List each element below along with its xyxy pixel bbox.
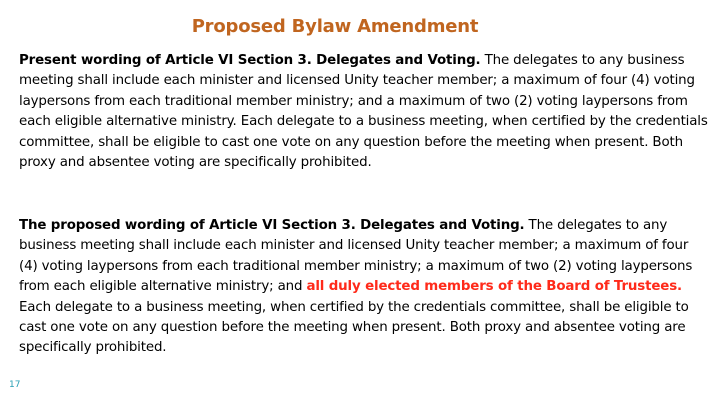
proposed-wording-paragraph [19, 216, 709, 359]
present-wording-body: The delegates to any business meeting shall include each minister and licensed Unity teacher member; a maximum of four (4) voting laypersons from each traditional member ministry; and a maximum of two (2) voting laypersons from each eligible alternative ministry. Each delegate to a business meeting, when certified by the credentials committee, shall be eligible to cast one vote on any question before the meeting when present. Both proxy and absentee voting are specifically prohibited. [19, 53, 708, 171]
proposed-wording-highlight: all duly elected members of the Board of Trustees. [306, 279, 682, 295]
proposed-wording-heading: The proposed wording of Article VI Section 3. Delegates and Voting. [19, 218, 525, 233]
present-wording-heading: Present wording of Article VI Section 3. Delegates and Voting. [19, 53, 481, 68]
proposed-wording-body-end: Each delegate to a business meeting, when certified by the credentials committee, shall be eligible to cast one vote on any question before the meeting when present. Both proxy and absentee voting are specifically prohibited. [19, 299, 689, 356]
present-wording-paragraph [19, 51, 709, 173]
proposed-wording-body-start: The delegates to any business meeting shall include each minister and licensed Unity teacher member; a maximum of four (4) voting laypersons from each traditional member ministry; a maximum of two (2) voting laypersons from each eligible alternative ministry; and [19, 218, 693, 295]
page-number: 17 [9, 380, 21, 390]
slide-title: Proposed Bylaw Amendment [191, 16, 479, 37]
